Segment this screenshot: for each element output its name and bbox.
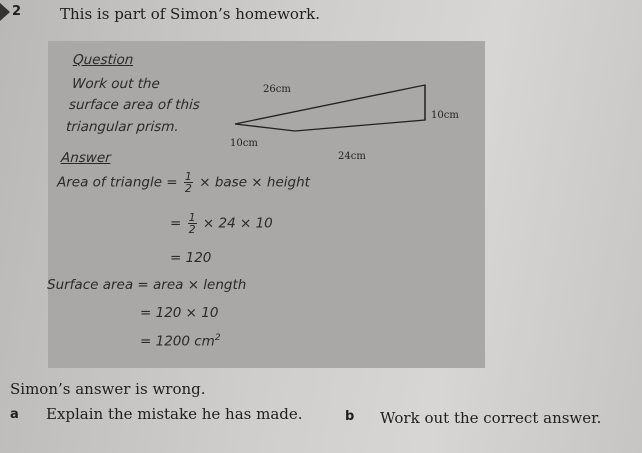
working-line-1-lhs: Area of triangle = — [57, 174, 178, 191]
question-line-1: Work out the — [71, 76, 161, 92]
working-line-5: = 120 × 10 — [140, 305, 219, 321]
part-a-text: Explain the mistake he has made. — [46, 405, 303, 423]
label-left: 10cm — [230, 138, 258, 149]
working-line-6-sup: 2 — [214, 333, 221, 343]
answer-heading: Answer — [60, 150, 112, 166]
label-bottom: 24cm — [338, 151, 366, 162]
working-line-1-rhs: × base × height — [199, 174, 310, 191]
working-line-6 — [140, 333, 221, 350]
question-line-3: triangular prism. — [65, 119, 180, 135]
question-line-2: surface area of this — [68, 97, 201, 113]
working-line-6-value: = 1200 cm — [140, 333, 215, 350]
frac-num: 1 — [184, 170, 192, 183]
part-b-text: Work out the correct answer. — [380, 409, 602, 427]
question-marker-icon — [0, 3, 10, 21]
question-number: 2 — [12, 4, 22, 19]
working-line-2: = $\frac{1}{2}$ × 24 × 10 — [170, 211, 273, 236]
statement: Simon’s answer is wrong. — [10, 380, 206, 398]
frac-num-2: 1 — [188, 211, 196, 224]
part-a-label: a — [10, 407, 19, 422]
part-b-label: b — [345, 409, 355, 424]
prism-diagram — [205, 70, 475, 170]
working-line-4: Surface area = area × length — [47, 277, 247, 293]
question-intro: This is part of Simon’s homework. — [60, 5, 320, 23]
frac-den: 2 — [184, 182, 192, 195]
working-line-1 — [57, 171, 310, 194]
label-top: 26cm — [263, 84, 291, 95]
working-line-2-rhs: × 24 × 10 — [202, 215, 273, 232]
working-line-3: = 120 — [170, 250, 212, 266]
fraction-half — [184, 171, 193, 194]
frac-den-2: 2 — [188, 223, 196, 236]
label-right: 10cm — [431, 110, 459, 121]
fraction-half-2 — [188, 212, 197, 235]
question-heading: Question — [72, 52, 134, 68]
